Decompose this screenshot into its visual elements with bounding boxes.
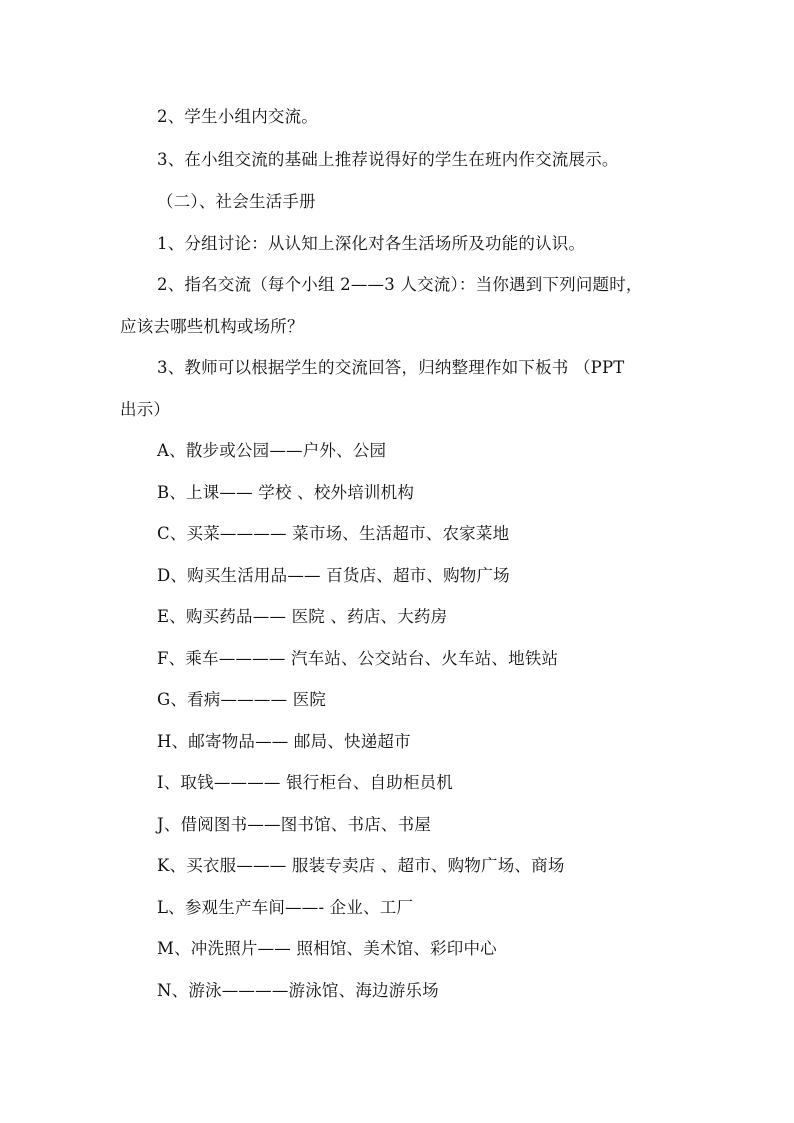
paragraph-line: 出示）	[120, 400, 171, 419]
list-item: J、借阅图书——图书馆、书店、书屋	[157, 815, 432, 834]
list-item: A、散步或公园——户外、公园	[157, 441, 387, 460]
paragraph-line: 2、学生小组内交流。	[157, 107, 318, 126]
paragraph-line: 1、分组讨论：从认知上深化对各生活场所及功能的认识。	[157, 234, 586, 253]
list-item: I、取钱———— 银行柜台、自助柜员机	[157, 773, 454, 792]
list-item: G、看病———— 医院	[157, 690, 327, 709]
list-item: B、上课—— 学校 、校外培训机构	[157, 483, 415, 502]
paragraph-line: 3、教师可以根据学生的交流回答，归纳整理作如下板书 （PPT	[157, 358, 625, 377]
list-item: L、参观生产车间——- 企业、工厂	[157, 898, 414, 917]
list-item: K、买衣服——— 服装专卖店 、超市、购物广场、商场	[157, 856, 565, 875]
paragraph-line: 3、在小组交流的基础上推荐说得好的学生在班内作交流展示。	[157, 150, 619, 169]
paragraph-line: 2、指名交流（每个小组 2——3 人交流）：当你遇到下列问题时，	[157, 275, 643, 294]
list-item: E、购买药品—— 医院 、药店、大药房	[157, 607, 448, 626]
list-item: M、冲洗照片—— 照相馆、美术馆、彩印中心	[157, 939, 497, 958]
list-item: F、乘车———— 汽车站、公交站台、火车站、地铁站	[157, 649, 559, 668]
list-item: H、邮寄物品—— 邮局、快递超市	[157, 732, 411, 751]
list-item: N、游泳————游泳馆、海边游乐场	[157, 981, 439, 1000]
list-item: C、买菜———— 菜市场、生活超市、农家菜地	[157, 524, 510, 543]
list-item: D、购买生活用品—— 百货店、超市、购物广场	[157, 566, 510, 585]
paragraph-line: 应该去哪些机构或场所？	[120, 317, 304, 336]
section-heading: （二）、社会生活手册	[157, 192, 316, 211]
